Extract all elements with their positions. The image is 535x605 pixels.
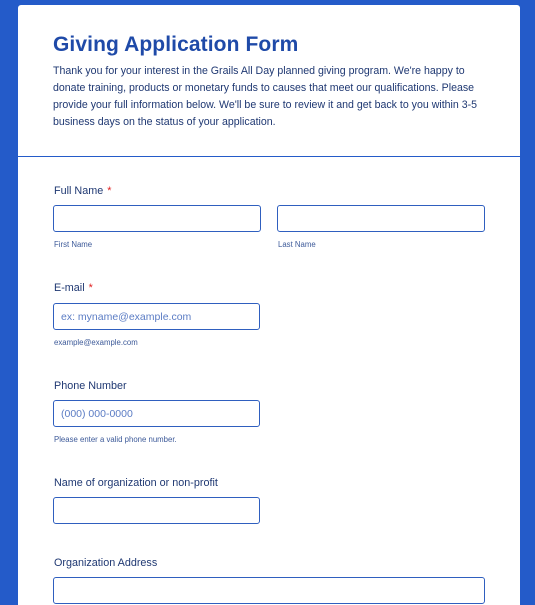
first-name-input[interactable] bbox=[53, 205, 261, 232]
org-address-input[interactable] bbox=[53, 577, 485, 604]
form-header bbox=[18, 5, 520, 157]
email-sublabel: example@example.com bbox=[54, 338, 138, 347]
email-input[interactable] bbox=[53, 303, 260, 330]
organization-label: Name of organization or non-profit bbox=[54, 477, 218, 489]
form-description: Thank you for your interest in the Grails All Day planned giving program. We're happy to donate training, products or monetary funds to causes that meet our qualifications. Please provide your full information below. We'll be sure to review it and get back to you within 3-5 business days on the status of your application. bbox=[53, 65, 478, 128]
form-title: Giving Application Form bbox=[53, 33, 299, 56]
email-label-text: E-mail bbox=[54, 282, 85, 294]
organization-input[interactable] bbox=[53, 497, 260, 524]
org-address-label: Organization Address bbox=[54, 557, 158, 569]
email-label bbox=[54, 282, 93, 294]
form-card bbox=[18, 5, 520, 605]
first-name-sublabel: First Name bbox=[54, 240, 93, 249]
required-asterisk: * bbox=[107, 185, 112, 197]
full-name-label bbox=[54, 185, 111, 197]
phone-label: Phone Number bbox=[54, 380, 127, 392]
last-name-input[interactable] bbox=[277, 205, 485, 232]
phone-input[interactable] bbox=[53, 400, 260, 427]
required-asterisk: * bbox=[88, 282, 93, 294]
full-name-label-text: Full Name bbox=[54, 185, 104, 197]
phone-sublabel: Please enter a valid phone number. bbox=[54, 435, 177, 444]
last-name-sublabel: Last Name bbox=[278, 240, 316, 249]
